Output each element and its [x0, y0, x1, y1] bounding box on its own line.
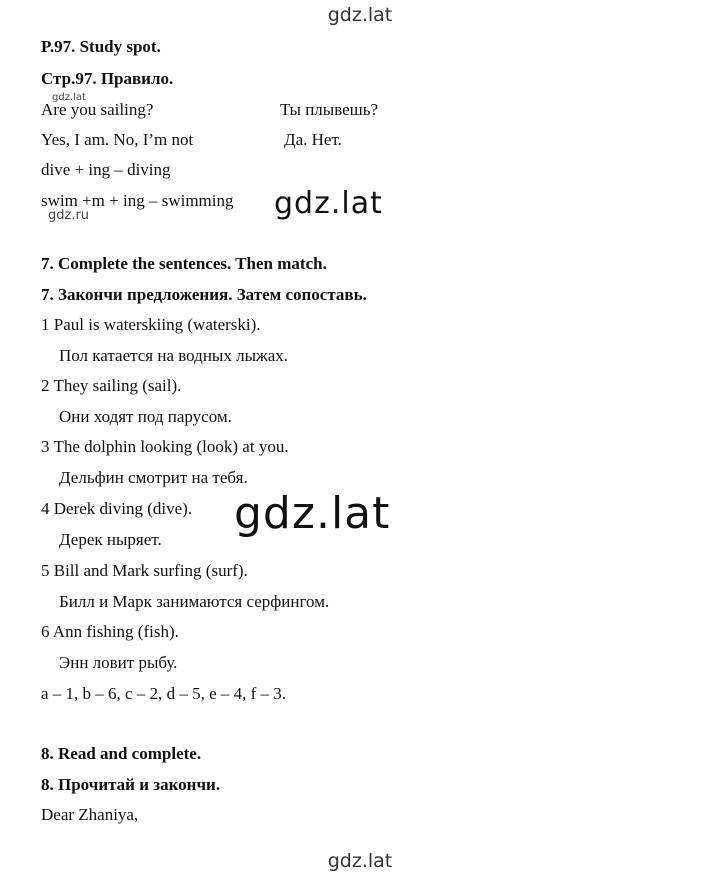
study-spot-title-ru: Стр.97. Правило. [41, 69, 174, 88]
watermark-large-1: gdz.lat [274, 186, 383, 221]
exercise7-item-1-ru: Пол катается на водных лыжах. [59, 346, 289, 365]
example-answer-en: Yes, I am. No, I’m not [41, 130, 194, 149]
watermark-small-lat: gdz.lat [52, 92, 86, 103]
watermark-large-2: gdz.lat [234, 488, 391, 539]
study-spot-title-en: P.97. Study spot. [41, 37, 161, 56]
exercise7-item-5-ru: Билл и Марк занимаются серфингом. [59, 592, 330, 611]
exercise7-item-3-ru: Дельфин смотрит на тебя. [59, 468, 248, 487]
exercise7-item-1-en: 1 Paul is waterskiing (waterski). [41, 315, 261, 334]
exercise7-item-4-en: 4 Derek diving (dive). [41, 499, 193, 518]
exercise7-item-6-en: 6 Ann fishing (fish). [41, 622, 179, 641]
exercise7-item-3-en: 3 The dolphin looking (look) at you. [41, 437, 289, 456]
rule-diving: dive + ing – diving [41, 160, 171, 179]
rule-swimming: swim +m + ing – swimming [41, 191, 234, 210]
exercise7-item-6-ru: Энн ловит рыбу. [59, 653, 178, 672]
example-answer-ru: Да. Нет. [284, 130, 342, 149]
exercise7-title-en: 7. Complete the sentences. Then match. [41, 254, 327, 273]
exercise7-answers: a – 1, b – 6, c – 2, d – 5, e – 4, f – 3. [41, 684, 287, 703]
exercise8-title-ru: 8. Прочитай и закончи. [41, 775, 221, 794]
exercise7-item-2-ru: Они ходят под парусом. [59, 407, 232, 426]
exercise8-title-en: 8. Read and complete. [41, 744, 202, 763]
exercise7-item-2-en: 2 They sailing (sail). [41, 376, 182, 395]
example-question-ru: Ты плывешь? [280, 100, 379, 119]
exercise7-item-4-ru: Дерек ныряет. [59, 530, 162, 549]
example-question-en: Are you sailing? [41, 100, 154, 119]
exercise7-title-ru: 7. Закончи предложения. Затем сопоставь. [41, 285, 367, 304]
watermark-top: gdz.lat [327, 4, 393, 26]
exercise8-greeting: Dear Zhaniya, [41, 805, 139, 824]
watermark-small-ru: gdz.ru [48, 208, 90, 223]
exercise7-item-5-en: 5 Bill and Mark surfing (surf). [41, 561, 248, 580]
watermark-bottom: gdz.lat [327, 850, 393, 872]
